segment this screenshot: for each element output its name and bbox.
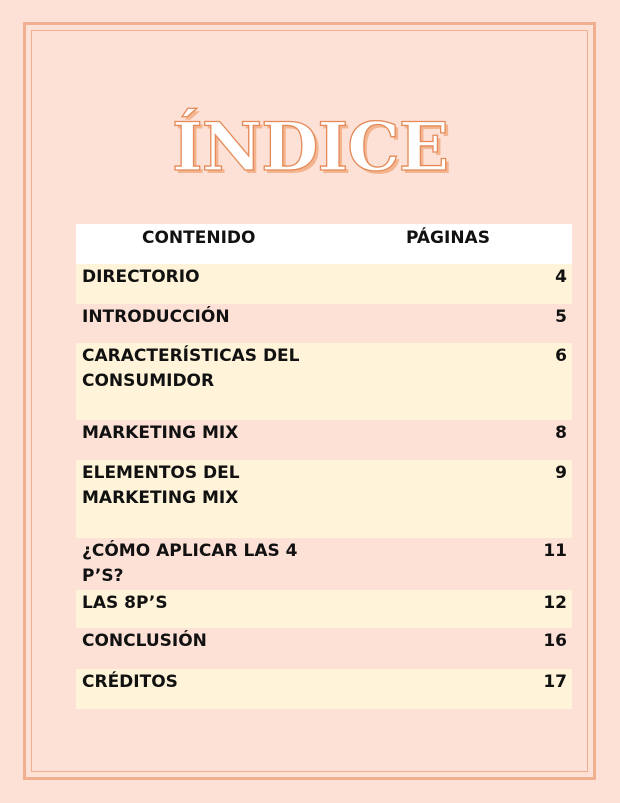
toc-entry-page: 6: [555, 346, 567, 366]
toc-entry-page: 9: [555, 463, 567, 483]
toc-row-creditos: [76, 669, 572, 709]
toc-entry-page: 17: [543, 672, 567, 692]
toc-entry-title: CONCLUSIÓN: [82, 631, 207, 651]
toc-entry-title: CARACTERÍSTICAS DEL CONSUMIDOR: [82, 346, 300, 391]
table-of-contents: [76, 224, 572, 709]
toc-entry-page: 11: [543, 541, 567, 561]
toc-row-elementos: [76, 460, 572, 538]
toc-entry-title: LAS 8P’S: [82, 593, 168, 613]
column-header-content: CONTENIDO: [142, 228, 256, 248]
toc-entry-title: DIRECTORIO: [82, 267, 200, 287]
toc-row-introduccion: [76, 304, 572, 343]
toc-entry-title: MARKETING MIX: [82, 423, 239, 443]
page-title: ÍNDICE: [171, 108, 449, 186]
toc-row-conclusion: [76, 628, 572, 669]
toc-row-8ps: [76, 590, 572, 628]
toc-row-directorio: [76, 264, 572, 304]
toc-entry-page: 4: [555, 267, 567, 287]
toc-entry-page: 8: [555, 423, 567, 443]
toc-entry-title: ¿CÓMO APLICAR LAS 4 P’S?: [82, 541, 298, 586]
toc-entry-page: 5: [555, 307, 567, 327]
toc-entry-page: 16: [543, 631, 567, 651]
toc-entry-title: CRÉDITOS: [82, 672, 178, 692]
column-header-pages: PÁGINAS: [406, 228, 490, 248]
toc-row-como-aplicar: [76, 538, 572, 590]
toc-entry-page: 12: [543, 593, 567, 613]
toc-entry-title: ELEMENTOS DEL MARKETING MIX: [82, 463, 240, 508]
toc-entry-title: INTRODUCCIÓN: [82, 307, 230, 327]
toc-row-caracteristicas: [76, 343, 572, 420]
table-header: [76, 224, 572, 264]
toc-row-marketing-mix: [76, 420, 572, 460]
